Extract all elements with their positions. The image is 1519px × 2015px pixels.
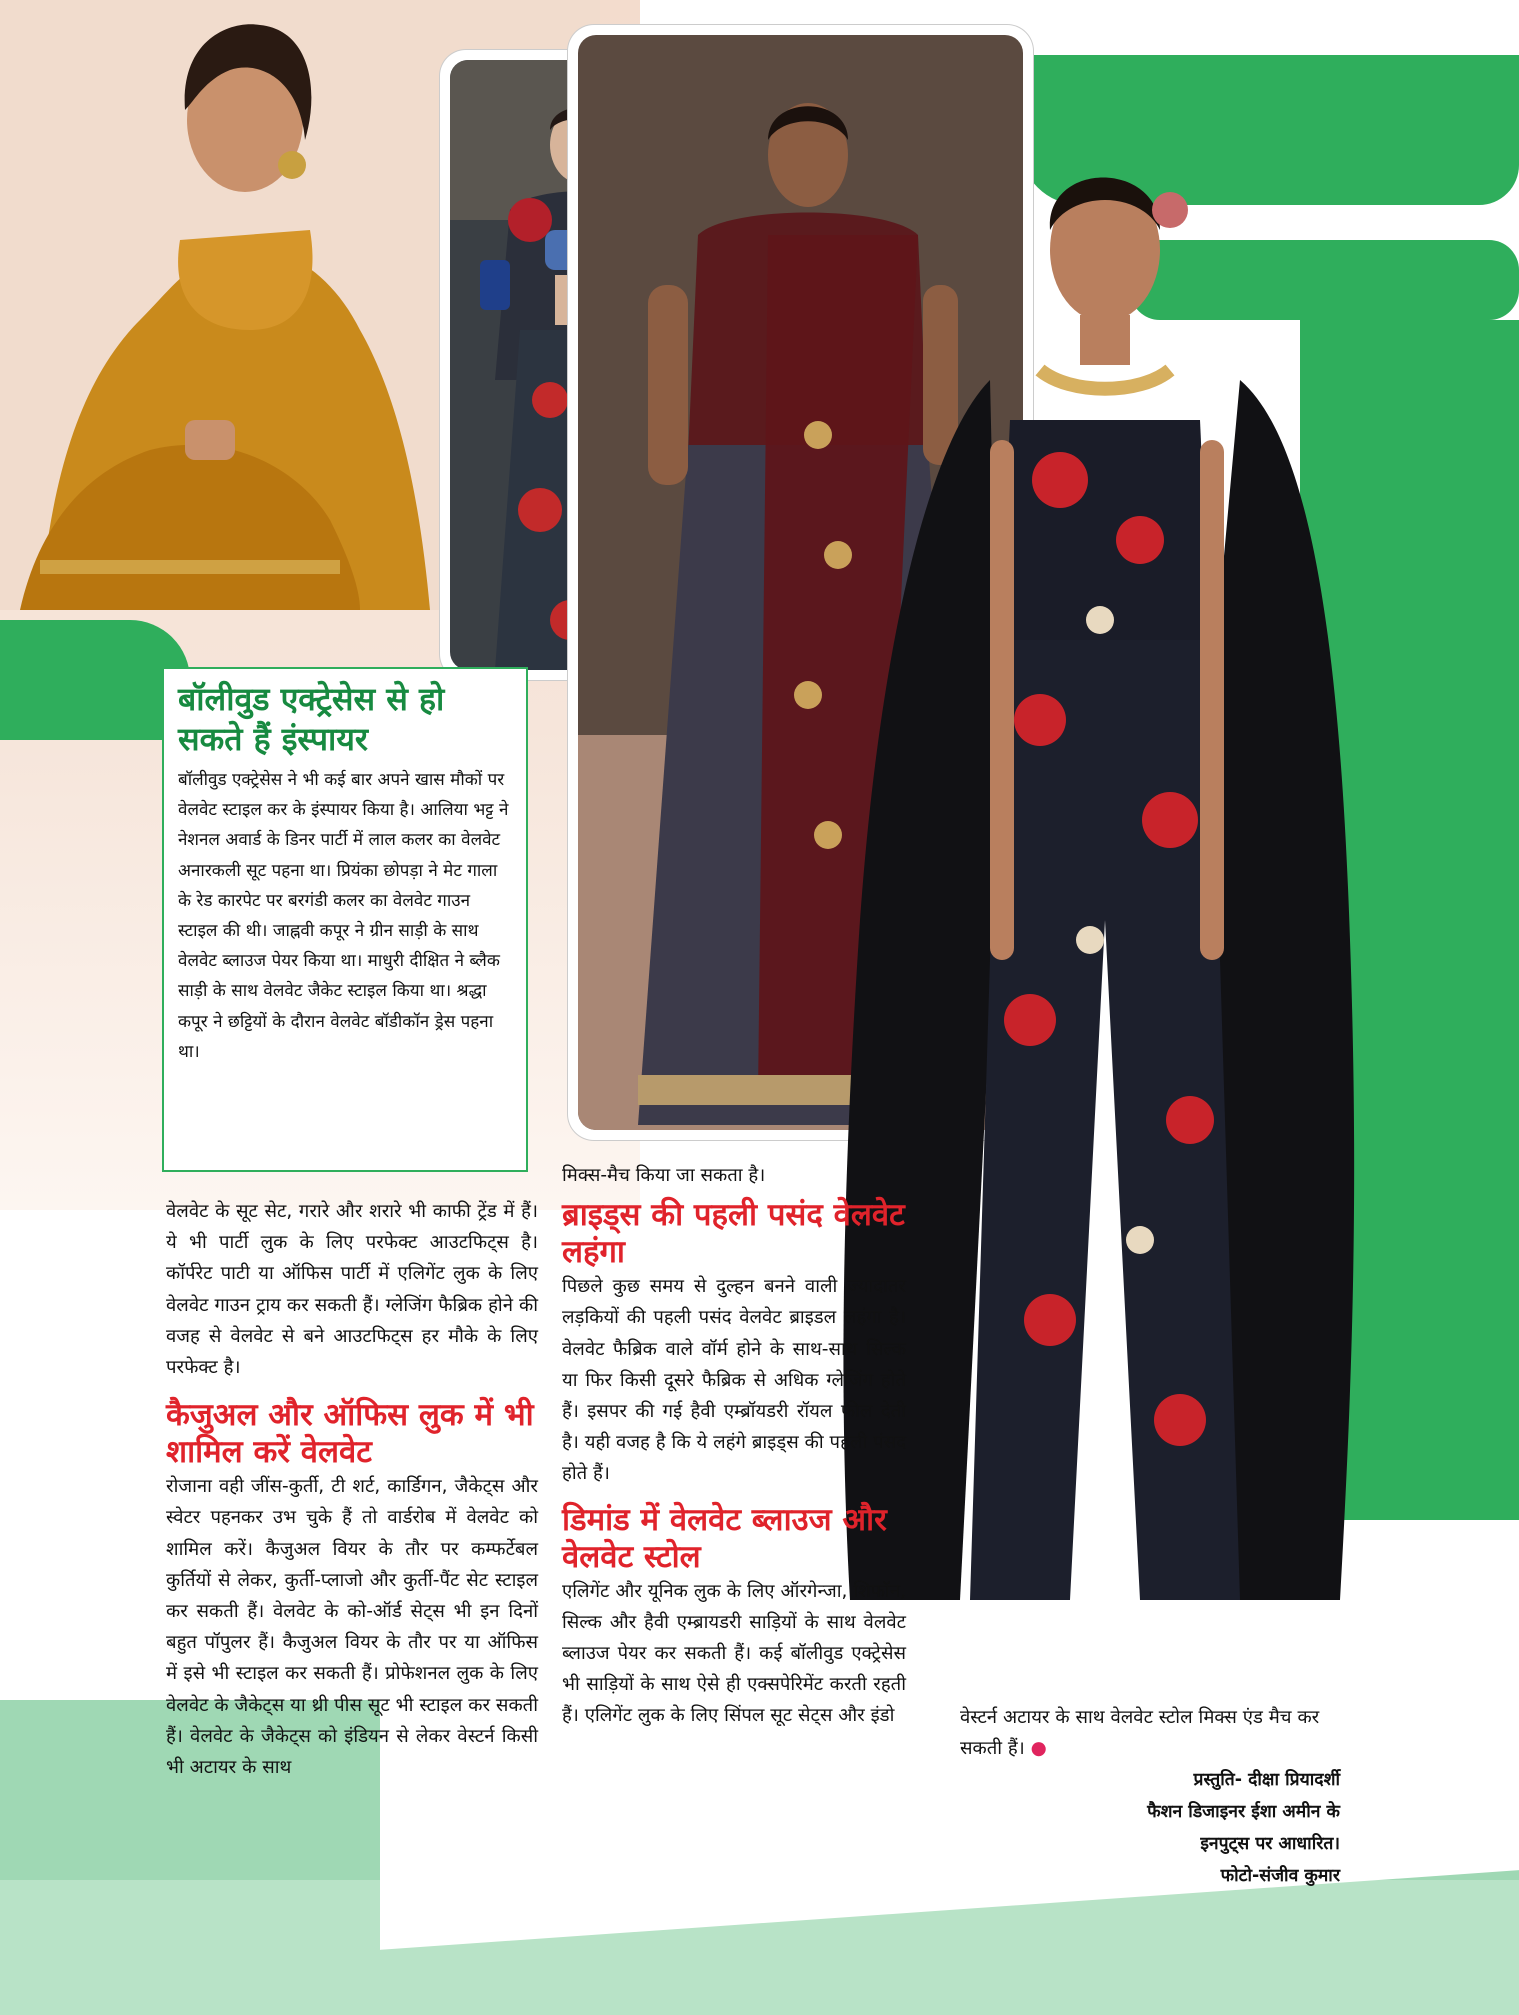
bridal-lehenga-paragraph: पिछले कुछ समय से दुल्हन बनने वाली ज्यादातर लड़कियों की पहली पसंद वेलवेट ब्राइडल लहंगा है। वेलवेट फैब्रिक वाले वॉर्म होने के साथ-साथ सिल्क या फिर किसी दूसरे फैब्रिक से अधिक ग्लेजिंग होते हैं। इसपर की गई हैवी एम्ब्रॉयडरी रॉयल फील देती है। यही वजह है कि ये लहंगे ब्राइड्स की पहली पंसद होते हैं। xyxy=(562,1276,906,1485)
credit-designer: फैशन डिजाइनर ईशा अमीन के xyxy=(1147,1802,1340,1823)
casual-office-paragraph: रोजाना वही जींस-कुर्ती, टी शर्ट, कार्डिगन, जैकेट्स और स्वेटर पहनकर उभ चुके हैं तो वार्डरोब में वेलवेट को शामिल करें। कैजुअल वियर के तौर पर कम्फर्टेबल कुर्तियों से लेकर, कुर्ती-प्लाजो और कुर्ती-पैंट सेट स्टाइल कर सकती हैं। वेलवेट के को-ऑर्ड सेट्स भी इन दिनों बहुत पॉपुलर हैं। कैजुअल वियर के तौर पर या ऑफिस में इसे भी स्टाइल कर सकती हैं। प्रोफेशनल लुक के लिए वेलवेट के जैकेट्स या थ्री पीस सूट भी स्टाइल कर सकती हैं। वेलवेट के जैकेट्स को इंडियन से लेकर वेस्टर्न किसी भी अटायर के साथ xyxy=(166,1476,538,1779)
sidebar-heading: बॉलीवुड एक्ट्रेसेस से हो सकते हैं इंस्पायर xyxy=(178,680,445,758)
lead-line: मिक्स-मैच किया जा सकता है। xyxy=(562,1165,766,1186)
credit-photo: फोटो-संजीव कुमार xyxy=(1220,1866,1340,1887)
heading-bridal-lehenga: ब्राइड्स की पहली पसंद वेलवेट लहंगा xyxy=(562,1197,905,1271)
column-3 xyxy=(960,1702,1340,1892)
heading-blouse-stole: डिमांड में वेलवेट ब्लाउज और वेलवेट स्टोल xyxy=(562,1501,887,1575)
sidebar-box-bollywood xyxy=(162,667,528,1172)
blouse-stole-paragraph: एलिगेंट और यूनिक लुक के लिए ऑरगेन्जा, शिफॉन, सिल्क और हैवी एम्ब्रायडरी साड़ियों के साथ वेलवेट ब्लाउज पेयर कर सकती हैं। कई बॉलीवुड एक्ट्रेसेस भी साड़ियों के साथ ऐसे ही एक्सपेरिमेंट करती रहती हैं। एलिगेंट लुक के लिए सिंपल सूट सेट्स और इंडो xyxy=(562,1580,906,1727)
photo-model-floral-jumpsuit xyxy=(840,120,1360,1720)
credit-block xyxy=(960,1764,1340,1892)
credit-based-on: इनपुट्स पर आधारित। xyxy=(1200,1834,1340,1855)
end-mark: ● xyxy=(1030,1738,1047,1760)
sidebar-body: बॉलीवुड एक्ट्रेसेस ने भी कई बार अपने खास मौकों पर वेलवेट स्टाइल कर के इंस्पायर किया है। आलिया भट्ट ने नेशनल अवार्ड के डिनर पार्टी में लाल कलर का वेलवेट अनारकली सूट पहना था। प्रियंका छोपड़ा ने मेट गाला के रेड कारपेट पर बरगंडी कलर का वेलवेट गाउन स्टाइल की थी। जाह्नवी कपूर ने ग्रीन साड़ी के साथ वेलवेट ब्लाउज पेयर किया था। माधुरी दीक्षित ने ब्लैक साड़ी के साथ वेलवेट जैकेट स्टाइल किया था। श्रद्धा कपूर ने छट्टियों के दौरान वेलवेट बॉडीकॉन ड्रेस पहना था। xyxy=(178,770,509,1062)
stole-text: वेस्टर्न अटायर के साथ वेलवेट स्टोल मिक्स एंड मैच कर सकती हैं। xyxy=(960,1707,1320,1760)
column-2 xyxy=(562,1160,906,1732)
stole-paragraph xyxy=(960,1702,1340,1764)
intro-paragraph: वेलवेट के सूट सेट, गरारे और शरारे भी काफी ट्रेंड में हैं। ये भी पार्टी लुक के लिए परफेक्ट आउटफिट्स है। कॉर्परेट पाटी या ऑफिस पार्टी में एलिगेंट लुक के लिए वेलवेट गाउन ट्राय कर सकती हैं। ग्लेजिंग फैब्रिक होने की वजह से वेलवेट से बने आउटफिट्स हर मौके के लिए परफेक्ट है। xyxy=(166,1201,538,1379)
heading-casual-office: कैजुअल और ऑफिस लुक में भी शामिल करें वेलवेट xyxy=(166,1397,534,1471)
column-1 xyxy=(166,1196,538,1783)
credit-presented-by: प्रस्तुति- दीक्षा प्रियादर्शी xyxy=(1193,1770,1340,1791)
